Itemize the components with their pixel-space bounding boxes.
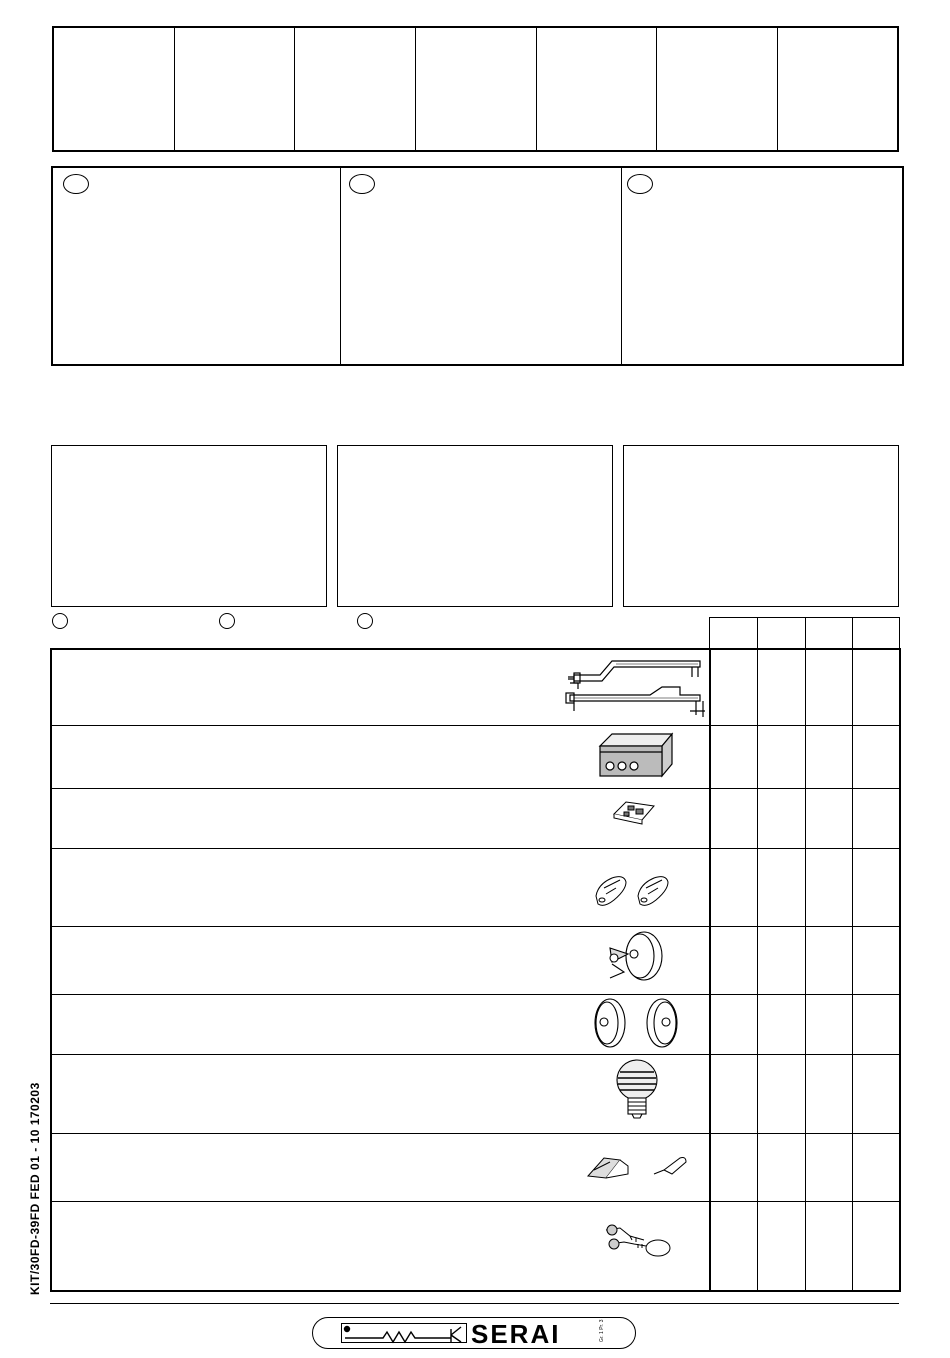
legend-circle-2 [219,613,235,629]
kit-table [50,648,901,1292]
brackets-accessories-image [584,1150,694,1184]
logo-zigzag-icon [343,1325,467,1343]
flashing-lamp-image [612,1058,662,1120]
brand-name: SERAI [471,1319,561,1349]
top-table [52,26,899,152]
logo-fineprint: Gr. 1 Pr. 3 [599,1319,605,1342]
language-circle-3 [627,174,653,194]
legend-circle-1 [52,613,68,629]
footer-rule [50,1303,899,1304]
language-circle-1 [63,174,89,194]
serai-logo [312,1317,636,1349]
key-selector-image [604,928,668,986]
operator-arms-image [560,655,710,721]
legend-circle-3 [357,613,373,629]
release-keys-image [600,1218,676,1262]
control-box-image [596,730,676,780]
language-circle-2 [349,174,375,194]
description-box-3 [623,445,899,607]
kit-header [709,617,900,649]
description-box-1 [51,445,327,607]
document-code: KIT/30FD-39FD FED 01 - 10 170203 [28,1082,42,1295]
description-box-2 [337,445,613,607]
language-panels [51,166,904,366]
photocells-image [590,996,684,1050]
circuit-board-image [612,800,658,826]
transmitters-image [592,870,678,910]
